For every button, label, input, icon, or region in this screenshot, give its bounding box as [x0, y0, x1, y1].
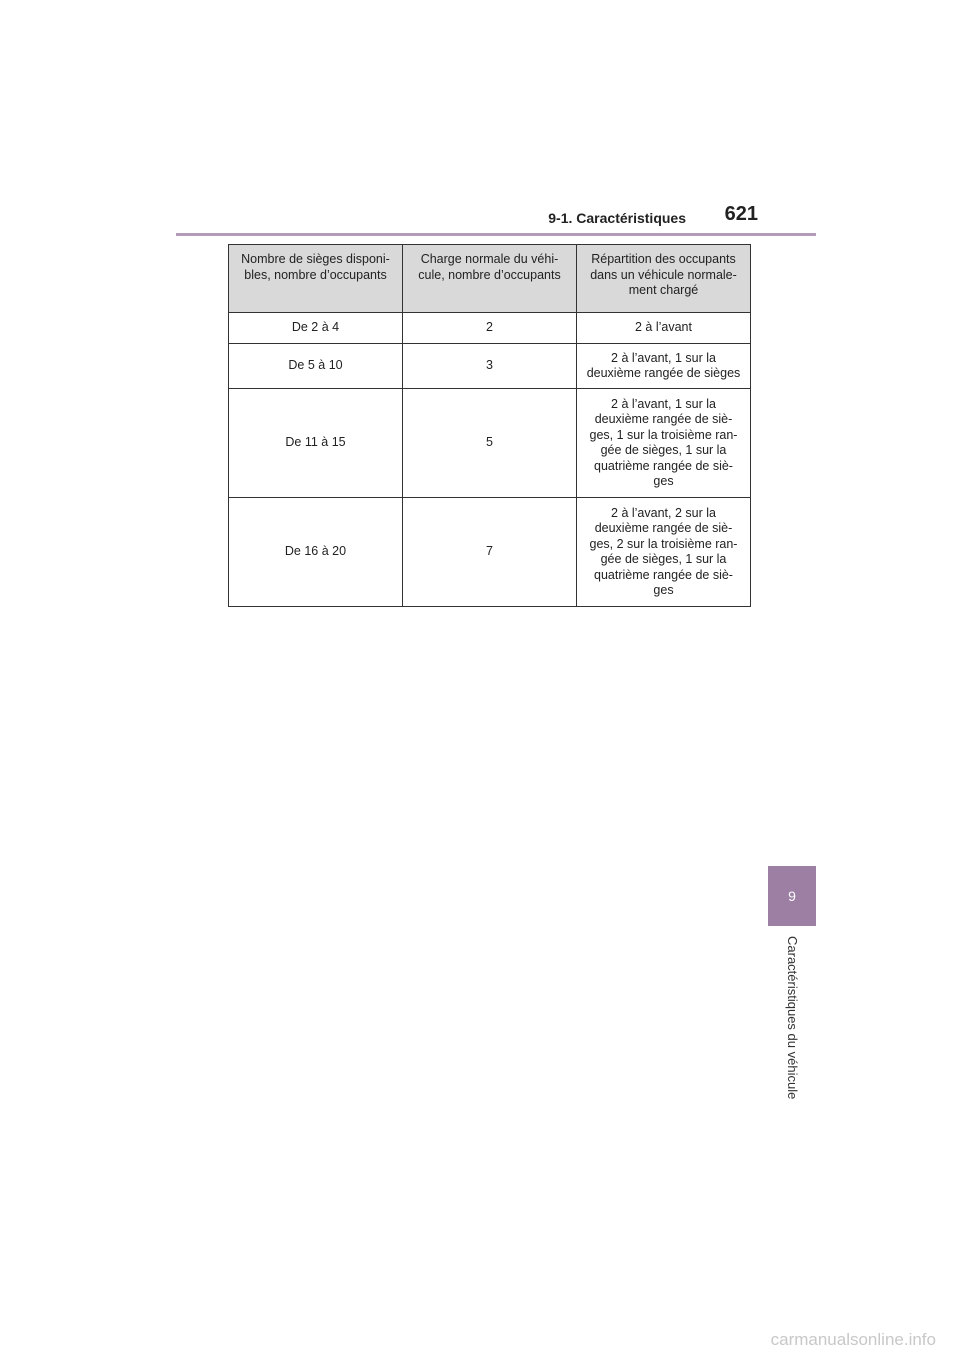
occupant-distribution-table: [228, 244, 751, 607]
page-number: 621: [724, 203, 758, 225]
column-header-seats: Nombre de sièges disponi- bles, nombre d’occupants: [229, 245, 403, 313]
column-header-normal-load: Charge normale du véhi- cule, nombre d’occupants: [403, 245, 577, 313]
table-row: [229, 344, 751, 389]
chapter-title: Caractéristiques du véhicule: [785, 936, 800, 1100]
table-cell: 5: [403, 389, 577, 498]
table-row: [229, 498, 751, 607]
watermark: carmanualsonline.info: [770, 1330, 936, 1349]
table-cell: De 2 à 4: [229, 313, 403, 344]
table-cell: De 11 à 15: [229, 389, 403, 498]
section-title: 9-1. Caractéristiques: [548, 210, 686, 226]
table-cell: 2 à l’avant, 1 sur la deuxième rangée de siè- ges, 1 sur la troisième ran- gée de sièges, 1 sur la quatrième rangée de siè- ges: [577, 389, 751, 498]
table-row: [229, 389, 751, 498]
chapter-tab: 9: [768, 866, 816, 926]
table-cell: 2: [403, 313, 577, 344]
table-cell: 2 à l’avant: [577, 313, 751, 344]
table-cell: 7: [403, 498, 577, 607]
table-cell: 2 à l’avant, 1 sur la deuxième rangée de sièges: [577, 344, 751, 389]
table-cell: 2 à l’avant, 2 sur la deuxième rangée de siè- ges, 2 sur la troisième ran- gée de sièges, 1 sur la quatrième rangée de siè- ges: [577, 498, 751, 607]
table-header-row: [229, 245, 751, 313]
table-cell: De 5 à 10: [229, 344, 403, 389]
table-cell: De 16 à 20: [229, 498, 403, 607]
table-cell: 3: [403, 344, 577, 389]
column-header-distribution: Répartition des occupants dans un véhicule normale- ment chargé: [577, 245, 751, 313]
table-row: [229, 313, 751, 344]
page-header: [176, 200, 816, 234]
header-divider: [176, 233, 816, 236]
